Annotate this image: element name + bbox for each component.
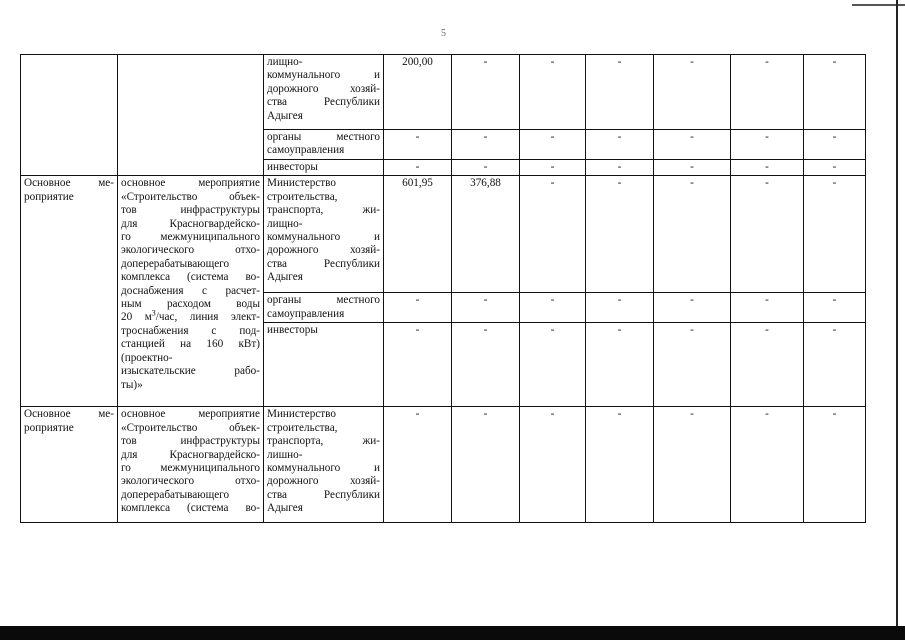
value-cell: -	[520, 293, 586, 323]
value-cell: -	[452, 130, 520, 160]
value-cell: -	[586, 407, 654, 523]
value-cell: -	[654, 176, 731, 293]
event-type-cell: Основное ме- роприятие	[21, 176, 118, 407]
value-cell: -	[731, 130, 804, 160]
value-cell: -	[731, 160, 804, 176]
executor-cell: лищно- коммунального и дорожного хозяй- ства Республики Адыгея	[264, 55, 384, 130]
value-cell: -	[586, 160, 654, 176]
value-cell: -	[731, 176, 804, 293]
value-cell: -	[804, 160, 866, 176]
value-cell: -	[654, 407, 731, 523]
page-number: 5	[441, 28, 446, 39]
event-description-cell: основное мероприятие «Строительство объек- тов инфраструктуры для Красногвардейско- го межмуниципального экологического отхо- доперерабатывающего комплекса (система во-	[118, 407, 264, 523]
value-cell: -	[731, 323, 804, 407]
scan-bottom-band	[0, 626, 905, 640]
value-cell: -	[586, 130, 654, 160]
value-cell: -	[731, 293, 804, 323]
program-table	[20, 54, 866, 523]
value-cell: -	[384, 130, 452, 160]
value-cell: -	[586, 55, 654, 130]
executor-cell: Министерство строительства, транспорта, жи- лищно- коммунального и дорожного хозяй- ства Республики Адыгея	[264, 176, 384, 293]
executor-cell: инвесторы	[264, 323, 384, 407]
value-cell: -	[731, 55, 804, 130]
event-description-cell: основное мероприятие «Строительство объек- тов инфраструктуры для Красногвардейско- го межмуниципального экологического отхо- доперерабатывающего комплекса (система во- доснабжения с расчет- ным расходом воды 20 $м^3$/час, линия элект- троснабжения с под- станцией на 160 кВт) (проектно- изыскательские рабо- ты)»	[118, 176, 264, 407]
value-cell: 200,00	[384, 55, 452, 130]
value-cell: -	[586, 323, 654, 407]
event-description-cell	[118, 55, 264, 176]
executor-cell: Министерство строительства, транспорта, жи- лишно- коммунального и дорожного хозяй- ства Республики Адыгея	[264, 407, 384, 523]
value-cell: -	[384, 407, 452, 523]
value-cell: -	[520, 407, 586, 523]
executor-cell: органы местного самоуправления	[264, 293, 384, 323]
value-cell: -	[804, 130, 866, 160]
value-cell: -	[384, 160, 452, 176]
value-cell: 376,88	[452, 176, 520, 293]
executor-cell: органы местного самоуправления	[264, 130, 384, 160]
value-cell: -	[452, 160, 520, 176]
executor-cell: инвесторы	[264, 160, 384, 176]
value-cell: -	[452, 407, 520, 523]
value-cell: -	[804, 176, 866, 293]
value-cell: -	[654, 293, 731, 323]
value-cell: -	[452, 293, 520, 323]
value-cell: -	[804, 293, 866, 323]
event-type-cell	[21, 55, 118, 176]
value-cell: -	[654, 55, 731, 130]
scan-right-edge	[896, 0, 898, 640]
table-row	[21, 407, 866, 523]
value-cell: -	[654, 130, 731, 160]
table-row	[21, 176, 866, 293]
value-cell: -	[452, 55, 520, 130]
event-type-cell: Основное ме- роприятие	[21, 407, 118, 523]
value-cell: -	[520, 130, 586, 160]
table-row	[21, 55, 866, 130]
value-cell: 601,95	[384, 176, 452, 293]
value-cell: -	[654, 323, 731, 407]
value-cell: -	[804, 407, 866, 523]
value-cell: -	[804, 323, 866, 407]
value-cell: -	[384, 293, 452, 323]
value-cell: -	[520, 160, 586, 176]
value-cell: -	[520, 323, 586, 407]
value-cell: -	[520, 55, 586, 130]
value-cell: -	[384, 323, 452, 407]
value-cell: -	[586, 293, 654, 323]
value-cell: -	[520, 176, 586, 293]
value-cell: -	[586, 176, 654, 293]
value-cell: -	[804, 55, 866, 130]
value-cell: -	[731, 407, 804, 523]
value-cell: -	[452, 323, 520, 407]
value-cell: -	[654, 160, 731, 176]
